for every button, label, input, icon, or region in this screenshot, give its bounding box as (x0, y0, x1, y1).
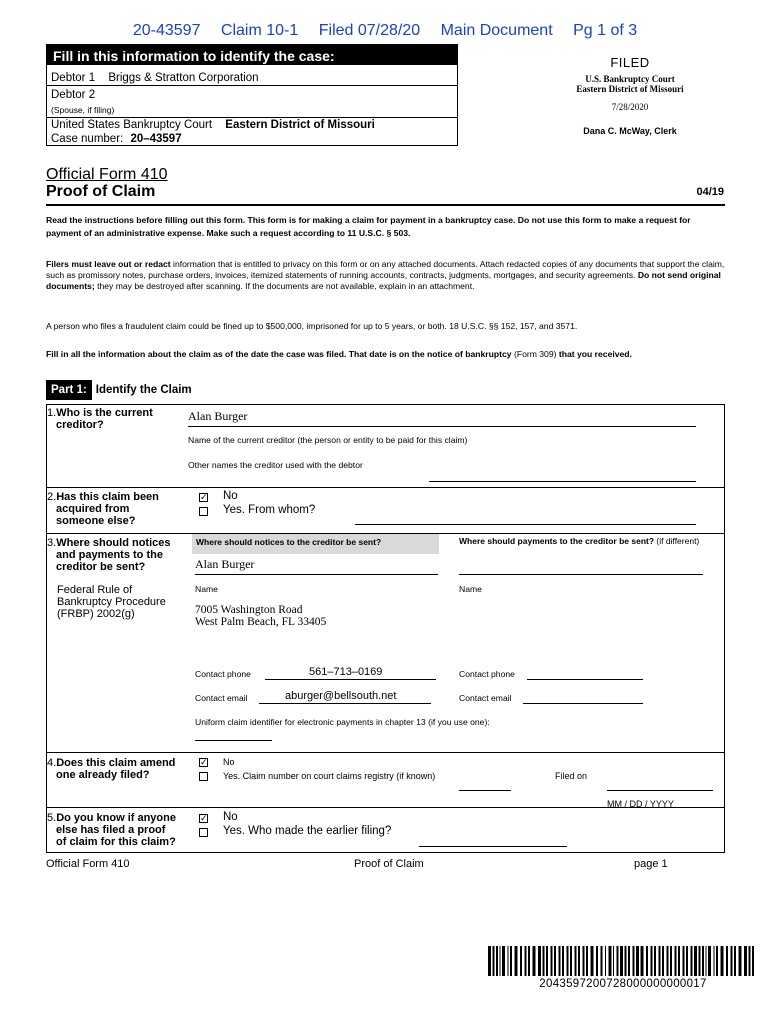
filed-on-label: Filed on (555, 771, 588, 781)
notice-phone-label: Contact phone (195, 669, 251, 679)
divider (47, 117, 457, 118)
other-names-label: Other names the creditor used with the debtor (188, 460, 363, 470)
header-doc: Main Document (440, 22, 553, 39)
debtor1-value: Briggs & Stratton Corporation (108, 72, 259, 84)
filed-court-line1: U.S. Bankruptcy Court (585, 74, 675, 84)
debtor1-label: Debtor 1 (51, 72, 96, 84)
debtor1-row (51, 72, 259, 84)
instructions-p2 (46, 259, 725, 292)
q3-section (46, 533, 725, 753)
p2-text-a: information that is entitled to privacy on this form or on any attached documents. Attach redacted copies of any documents that support the claim, such as promissory notes, purchase orders, invoices, itemized statements of running accounts, contracts, judgments, mortgages, and security agreements. (46, 259, 725, 280)
filed-stamp (540, 55, 720, 136)
filed-clerk: Dana C. McWay, Clerk (583, 126, 677, 136)
case-number-label: Case number: (51, 133, 124, 145)
q4-yes-checkbox[interactable] (199, 772, 208, 781)
notices-column-header: Where should notices to the creditor be sent? (192, 534, 439, 554)
q5-yes-label: Yes. Who made the earlier filing? (223, 825, 392, 837)
form-revision: 04/19 (696, 186, 724, 198)
address-line1: 7005 Washington Road (195, 604, 303, 616)
payment-phone-field[interactable] (527, 679, 643, 680)
date-format-hint: MM / DD / YYYY (607, 799, 674, 809)
spouse-note: (Spouse, if filing) (51, 105, 115, 115)
part1-title: Identify the Claim (95, 384, 192, 396)
uci-field[interactable] (195, 740, 272, 741)
phone-underline (265, 679, 436, 680)
case-number-row (51, 133, 182, 145)
instructions-p4 (46, 348, 725, 361)
notice-phone-value[interactable]: 561–713–0169 (309, 666, 383, 678)
q4-yes-label: Yes. Claim number on court claims registry (if known) (223, 771, 436, 781)
q2-yes-checkbox[interactable] (199, 507, 208, 516)
p2-bold: Filers must leave out or redact (46, 259, 171, 269)
filed-court (540, 74, 720, 94)
filed-on-date-field[interactable] (607, 790, 713, 791)
debtor2-label: Debtor 2 (51, 89, 96, 101)
barcode-number: 2043597200728000000000017 (539, 978, 707, 990)
q5-no-checkbox[interactable]: ✓ (200, 813, 208, 823)
q4-no-checkbox[interactable]: ✓ (200, 757, 208, 767)
footer-form-number: Official Form 410 (46, 858, 130, 870)
filed-court-line2: Eastern District of Missouri (576, 84, 684, 94)
p4-a: Fill in all the information about the claim as of the date the case was filed. That date is on the notice of bankruptcy (46, 349, 512, 359)
payment-email-label: Contact email (459, 693, 512, 703)
creditor-hint: Name of the current creditor (the person or entity to be paid for this claim) (188, 435, 468, 445)
p2-bold2: Do not send original documents; (46, 270, 721, 291)
notice-name-underline (195, 574, 438, 575)
q4-section (46, 752, 725, 808)
p2-text-b: they may be destroyed after scanning. If the documents are not available, explain in an attachment. (94, 281, 475, 291)
payments-column-header: Where should payments to the creditor be sent? (if different) (459, 536, 700, 546)
p4-c: that you received. (558, 349, 632, 359)
notice-email-label: Contact email (195, 693, 248, 703)
notice-name-label: Name (195, 584, 218, 594)
case-box-title: Fill in this information to identify the case: (47, 45, 457, 65)
case-number-value: 20–43597 (130, 133, 182, 145)
barcode (488, 946, 758, 976)
footer-form-title: Proof of Claim (354, 858, 424, 870)
payment-name-field[interactable] (459, 574, 703, 575)
footer-page: page 1 (634, 858, 668, 870)
divider (47, 85, 457, 86)
payment-email-field[interactable] (523, 703, 643, 704)
q2-no-label: No (223, 490, 238, 502)
p4-b: (Form 309) (511, 349, 559, 359)
email-underline (259, 703, 431, 704)
court-label: United States Bankruptcy Court (51, 119, 213, 131)
other-names-field[interactable] (429, 481, 696, 482)
header-case-number: 20-43597 (132, 22, 201, 39)
from-whom-field[interactable] (355, 524, 696, 525)
title-rule (46, 204, 725, 206)
header-claim: Claim 10-1 (220, 22, 299, 39)
form-number: Official Form 410 (46, 166, 168, 183)
q4-no-label: No (223, 757, 235, 767)
q2-yes-label: Yes. From whom? (223, 504, 316, 516)
instructions-p3: A person who files a fraudulent claim could be fined up to $500,000, imprisoned for up to 5 years, or both. 18 U.S.C. §§ 152, 157, and 3571. (46, 321, 578, 331)
q1-section (46, 404, 725, 488)
header-filed: Filed 07/28/20 (318, 22, 421, 39)
form-title: Proof of Claim (46, 183, 156, 200)
claim-number-field[interactable] (459, 790, 511, 791)
uci-label: Uniform claim identifier for electronic payments in chapter 13 (if you use one): (195, 717, 490, 727)
court-value: Eastern District of Missouri (225, 119, 375, 131)
payment-name-label: Name (459, 584, 482, 594)
frbp-note: Federal Rule of Bankruptcy Procedure (FRBP) 2002(g) (57, 584, 166, 620)
address-line2: West Palm Beach, FL 33405 (195, 616, 327, 628)
q2-label: 2.Has this claim been acquired from someone else? (47, 491, 159, 527)
q5-no-label: No (223, 811, 238, 823)
q5-yes-checkbox[interactable] (199, 828, 208, 837)
filed-date: 7/28/2020 (611, 102, 649, 112)
notice-address[interactable] (195, 604, 326, 628)
creditor-underline (188, 426, 696, 427)
earlier-filer-field[interactable] (419, 846, 567, 847)
instructions-p1: Read the instructions before filling out this form. This form is for making a claim for payment in a bankruptcy case. Do not use this form to make a request for payment of an administrative expense. Make such a request according to 11 U.S.C. § 503. (46, 215, 691, 238)
filed-title: FILED (610, 55, 650, 70)
case-info-box (46, 44, 458, 146)
q2-no-checkbox[interactable]: ✓ (200, 492, 208, 502)
notice-email-value[interactable]: aburger@bellsouth.net (285, 690, 397, 702)
header-page: Pg 1 of 3 (573, 22, 638, 39)
q4-label: 4.Does this claim amend one already filed? (47, 757, 176, 781)
q1-label: 1.Who is the current creditor? (47, 407, 153, 431)
part1-header (46, 380, 192, 402)
q2-section (46, 487, 725, 534)
payment-phone-label: Contact phone (459, 669, 515, 679)
q3-label: 3.Where should notices and payments to the creditor be sent? (47, 537, 171, 573)
q5-label: 5.Do you know if anyone else has filed a proof of claim for this claim? (47, 812, 176, 848)
notice-name-value[interactable]: Alan Burger (195, 557, 255, 571)
q5-section (46, 807, 725, 853)
part1-label: Part 1: (46, 380, 92, 400)
court-header (0, 22, 770, 40)
current-creditor-value[interactable]: Alan Burger (188, 409, 248, 423)
court-row (51, 119, 375, 131)
